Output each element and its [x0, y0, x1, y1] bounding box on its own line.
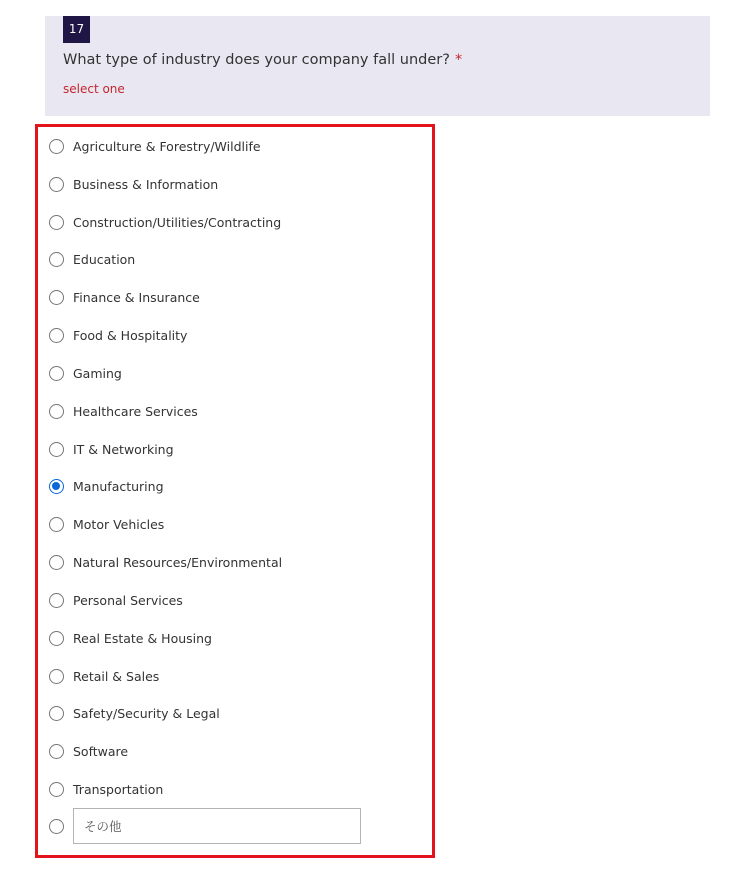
- radio-button[interactable]: [49, 404, 64, 419]
- option-label: Construction/Utilities/Contracting: [73, 214, 282, 230]
- option-motor-vehicles[interactable]: [49, 513, 164, 535]
- radio-button[interactable]: [49, 328, 64, 343]
- option-software[interactable]: [49, 740, 128, 762]
- radio-button[interactable]: [49, 706, 64, 721]
- option-construction-utilities-contracting[interactable]: [49, 211, 281, 233]
- option-label: Transportation: [73, 781, 164, 797]
- radio-button[interactable]: [49, 819, 64, 834]
- option-label: Food & Hospitality: [73, 327, 188, 343]
- option-safety-security-legal[interactable]: [49, 702, 220, 724]
- radio-button[interactable]: [49, 744, 64, 759]
- option-label: Healthcare Services: [73, 403, 198, 419]
- option-transportation[interactable]: [49, 778, 163, 800]
- radio-button[interactable]: [49, 631, 64, 646]
- radio-button[interactable]: [49, 669, 64, 684]
- option-label: Business & Information: [73, 176, 219, 192]
- option-label: Motor Vehicles: [73, 516, 165, 532]
- radio-button[interactable]: [49, 555, 64, 570]
- question-hint: select one: [63, 82, 125, 96]
- question-title: [63, 52, 462, 68]
- option-label: Software: [73, 743, 129, 759]
- question-title-text: What type of industry does your company fall under?: [63, 52, 450, 68]
- question-number-badge: 17: [63, 16, 90, 43]
- radio-button[interactable]: [49, 252, 64, 267]
- option-gaming[interactable]: [49, 362, 122, 384]
- radio-button[interactable]: [49, 290, 64, 305]
- option-label: IT & Networking: [73, 441, 174, 457]
- radio-button[interactable]: [49, 177, 64, 192]
- radio-button-selected[interactable]: [49, 479, 64, 494]
- option-label: Retail & Sales: [73, 668, 160, 684]
- option-label: Education: [73, 251, 136, 267]
- radio-button[interactable]: [49, 517, 64, 532]
- option-natural-resources-environmental[interactable]: [49, 551, 282, 573]
- option-other[interactable]: [49, 808, 361, 844]
- option-finance-insurance[interactable]: [49, 286, 200, 308]
- option-personal-services[interactable]: [49, 589, 183, 611]
- radio-button[interactable]: [49, 215, 64, 230]
- option-agriculture-forestry-wildlife[interactable]: [49, 135, 261, 157]
- option-label: Manufacturing: [73, 478, 164, 494]
- radio-button[interactable]: [49, 139, 64, 154]
- option-label: Finance & Insurance: [73, 289, 200, 305]
- option-label: Natural Resources/Environmental: [73, 554, 283, 570]
- option-real-estate-housing[interactable]: [49, 627, 212, 649]
- radio-button[interactable]: [49, 782, 64, 797]
- required-asterisk: *: [454, 52, 463, 68]
- option-retail-sales[interactable]: [49, 665, 159, 687]
- radio-button[interactable]: [49, 442, 64, 457]
- option-label: Gaming: [73, 365, 122, 381]
- option-label: Real Estate & Housing: [73, 630, 212, 646]
- option-business-information[interactable]: [49, 173, 218, 195]
- option-food-hospitality[interactable]: [49, 324, 187, 346]
- question-header: [45, 16, 710, 116]
- option-label: Agriculture & Forestry/Wildlife: [73, 138, 261, 154]
- option-label: Safety/Security & Legal: [73, 705, 220, 721]
- option-label: Personal Services: [73, 592, 183, 608]
- radio-button[interactable]: [49, 366, 64, 381]
- option-healthcare-services[interactable]: [49, 400, 198, 422]
- option-manufacturing[interactable]: [49, 475, 164, 497]
- option-education[interactable]: [49, 248, 135, 270]
- other-text-input[interactable]: [73, 808, 361, 844]
- radio-button[interactable]: [49, 593, 64, 608]
- option-it-networking[interactable]: [49, 438, 174, 460]
- options-highlight-box: [35, 124, 435, 858]
